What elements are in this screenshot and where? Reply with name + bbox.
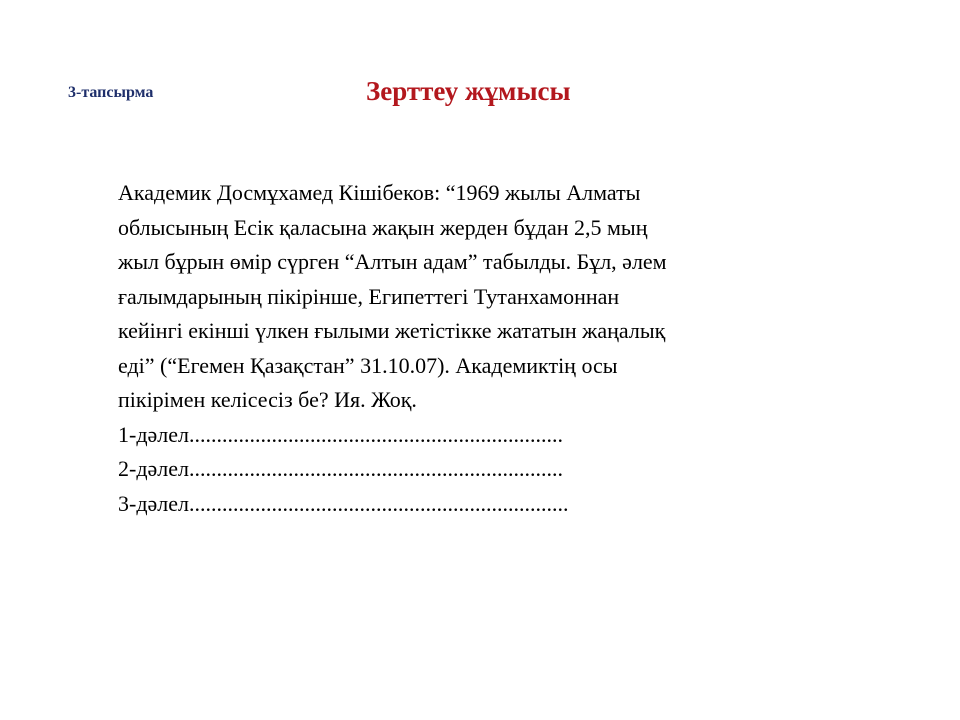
argument-line-1: 1-дәлел.................................................................... [118, 421, 564, 447]
body-line-5: кейінгі екінші үлкен ғылыми жетістікке жататын жаңалық [118, 318, 666, 343]
body-line-3: жыл бұрын өмір сүрген “Алтын адам” табылды. Бұл, әлем [118, 249, 667, 274]
body-line-1: Академик Досмұхамед Кішібеков: “1969 жылы Алматы [118, 180, 641, 205]
task-label: 3-тапсырма [68, 84, 154, 101]
slide-title: Зерттеу жұмысы [366, 76, 571, 106]
body-line-2: облысының Есік қаласына жақын жерден бұдан 2,5 мың [118, 214, 648, 240]
body-text [118, 176, 838, 521]
body-line-7: пікірімен келісесіз бе? Ия. Жоқ. [118, 387, 417, 412]
argument-line-3: 3-дәлел..................................................................... [118, 490, 569, 516]
body-line-4: ғалымдарының пікірінше, Египеттегі Тутанхамоннан [118, 283, 620, 309]
argument-line-2: 2-дәлел.................................................................... [118, 456, 564, 481]
body-line-6: еді” (“Егемен Қазақстан” 31.10.07). Академиктің осы [118, 352, 618, 378]
